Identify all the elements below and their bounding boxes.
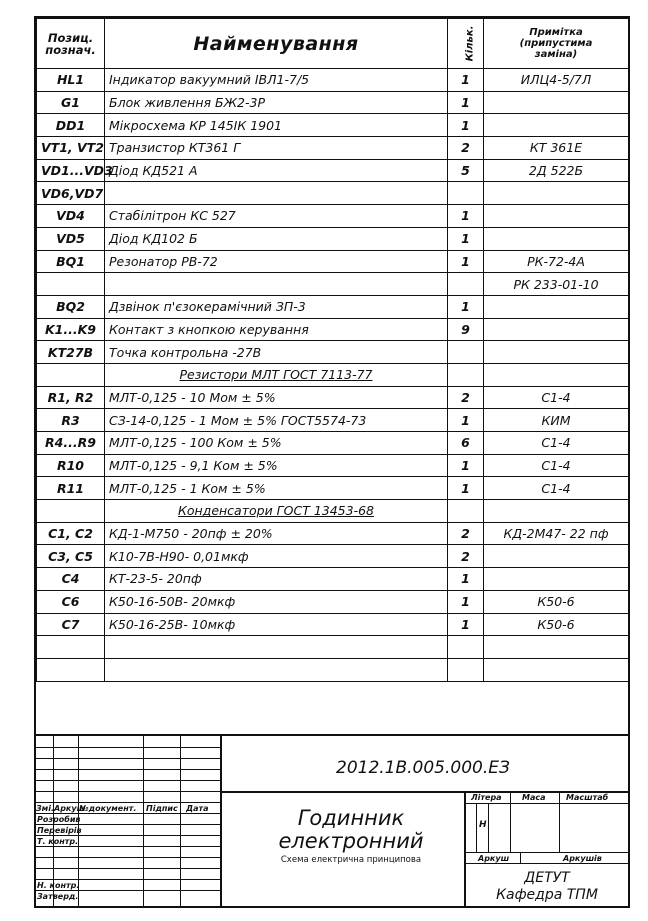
- row-note: [484, 91, 629, 114]
- document-type: Схема електрична принципова: [280, 855, 422, 865]
- row-position: VD6,VD7: [37, 182, 105, 205]
- row-quantity: 2: [448, 545, 484, 568]
- row-note: С1-4: [484, 386, 629, 409]
- product-name-line1: Годинник: [297, 806, 405, 830]
- role-checked: Перевірів: [37, 826, 82, 835]
- header-name: Найменування: [105, 19, 448, 69]
- table-row: [37, 590, 629, 613]
- row-quantity: 1: [448, 250, 484, 273]
- table-row: [37, 568, 629, 591]
- row-name: МЛТ-0,125 - 1 Ком ± 5%: [105, 477, 448, 500]
- organization-line1: ДЕТУТ: [524, 870, 570, 886]
- col-label-change: Змі.: [36, 804, 55, 813]
- row-note: [484, 545, 629, 568]
- row-name: К10-7В-Н90- 0,01мкф: [105, 545, 448, 568]
- table-row: [37, 658, 629, 681]
- row-position: VD1...VD3: [37, 159, 105, 182]
- table-row: [37, 409, 629, 432]
- row-quantity: 1: [448, 227, 484, 250]
- row-position: C7: [37, 613, 105, 636]
- role-developed: Розробив: [37, 815, 81, 824]
- row-note: [484, 636, 629, 659]
- title-block: [36, 734, 628, 908]
- row-position: C4: [37, 568, 105, 591]
- row-name: МЛТ-0,125 - 100 Ком ± 5%: [105, 432, 448, 455]
- row-name: Контакт з кнопкою керування: [105, 318, 448, 341]
- row-position: HL1: [37, 69, 105, 92]
- role-tech-control: Т. контр.: [37, 837, 79, 846]
- row-position: K1...K9: [37, 318, 105, 341]
- row-name: МЛТ-0,125 - 10 Мом ± 5%: [105, 386, 448, 409]
- header-note: Примітка (припустима заміна): [484, 19, 629, 69]
- table-row: [37, 227, 629, 250]
- table-row: [37, 318, 629, 341]
- row-quantity: 9: [448, 318, 484, 341]
- row-quantity: 1: [448, 295, 484, 318]
- table-header-row: [37, 19, 629, 69]
- row-quantity: [448, 636, 484, 659]
- row-name: [105, 273, 448, 296]
- row-name: [105, 658, 448, 681]
- row-position: BQ2: [37, 295, 105, 318]
- row-note: [484, 227, 629, 250]
- row-name: Транзистор КТ361 Г: [105, 137, 448, 160]
- row-note: КИМ: [484, 409, 629, 432]
- table-row: [37, 295, 629, 318]
- row-note: КТ 361Е: [484, 137, 629, 160]
- sheets-label: Аркушів: [563, 854, 602, 863]
- row-quantity: 1: [448, 568, 484, 591]
- row-position: G1: [37, 91, 105, 114]
- row-position: KT27B: [37, 341, 105, 364]
- row-quantity: 1: [448, 590, 484, 613]
- row-quantity: 2: [448, 137, 484, 160]
- row-name: Резонатор РВ-72: [105, 250, 448, 273]
- table-row: [37, 91, 629, 114]
- col-label-date: Дата: [186, 804, 209, 813]
- row-note: С1-4: [484, 454, 629, 477]
- table-row: [37, 613, 629, 636]
- scale-label: Масштаб: [566, 793, 609, 802]
- row-quantity: [448, 182, 484, 205]
- row-note: [484, 295, 629, 318]
- row-quantity: 2: [448, 386, 484, 409]
- document-code: 2012.1В.005.000.ЕЗ: [336, 758, 510, 778]
- row-name: Діод КД102 Б: [105, 227, 448, 250]
- table-row: [37, 69, 629, 92]
- row-position: R10: [37, 454, 105, 477]
- row-position: [37, 273, 105, 296]
- row-position: DD1: [37, 114, 105, 137]
- row-quantity: [448, 500, 484, 523]
- row-note: [484, 341, 629, 364]
- row-note: РК 233-01-10: [484, 273, 629, 296]
- row-position: R3: [37, 409, 105, 432]
- col-label-signature: Підпис: [146, 804, 178, 813]
- litera-value: Н: [479, 820, 487, 830]
- row-name: КД-1-М750 - 20пф ± 20%: [105, 522, 448, 545]
- row-quantity: 2: [448, 522, 484, 545]
- row-note: [484, 568, 629, 591]
- row-note: КД-2М47- 22 пф: [484, 522, 629, 545]
- row-position: [37, 500, 105, 523]
- row-name: Стабілітрон КС 527: [105, 205, 448, 228]
- row-name: Конденсатори ГОСТ 13453-68: [105, 500, 448, 523]
- row-note: К50-6: [484, 613, 629, 636]
- row-position: R11: [37, 477, 105, 500]
- row-quantity: 5: [448, 159, 484, 182]
- row-name: Точка контрольна -27В: [105, 341, 448, 364]
- product-name-line2: електронний: [278, 829, 424, 853]
- drawing-sheet: [34, 16, 630, 908]
- component-list-table: [36, 18, 629, 682]
- row-quantity: 1: [448, 114, 484, 137]
- table-row: [37, 273, 629, 296]
- col-label-sheet: Аркуш: [54, 804, 86, 813]
- row-note: [484, 658, 629, 681]
- row-name: Дзвінок п'єзокерамічний ЗП-3: [105, 295, 448, 318]
- organization-line2: Кафедра ТПМ: [496, 887, 598, 903]
- row-quantity: 6: [448, 432, 484, 455]
- table-row: [37, 636, 629, 659]
- row-name: Індикатор вакуумний ІВЛ1-7/5: [105, 69, 448, 92]
- row-name: Діод КД521 А: [105, 159, 448, 182]
- row-position: R4...R9: [37, 432, 105, 455]
- row-note: [484, 500, 629, 523]
- row-quantity: 1: [448, 69, 484, 92]
- row-note: [484, 205, 629, 228]
- row-name: К50-16-50В- 20мкф: [105, 590, 448, 613]
- row-position: BQ1: [37, 250, 105, 273]
- role-approved: Затверд.: [37, 892, 79, 901]
- row-name: Резистори МЛТ ГОСТ 7113-77: [105, 363, 448, 386]
- row-name: [105, 636, 448, 659]
- litera-label: Літера: [471, 793, 502, 802]
- row-note: ИЛЦ4-5/7Л: [484, 69, 629, 92]
- table-row: [37, 500, 629, 523]
- table-row: [37, 137, 629, 160]
- table-row: [37, 454, 629, 477]
- table-row: [37, 341, 629, 364]
- header-position: Позиц. познач.: [37, 19, 105, 69]
- table-row: [37, 159, 629, 182]
- row-quantity: [448, 658, 484, 681]
- row-quantity: 1: [448, 91, 484, 114]
- row-position: [37, 636, 105, 659]
- row-quantity: [448, 273, 484, 296]
- row-quantity: 1: [448, 613, 484, 636]
- table-row: [37, 205, 629, 228]
- table-row: [37, 250, 629, 273]
- table-row: [37, 386, 629, 409]
- row-quantity: 1: [448, 409, 484, 432]
- table-row: [37, 363, 629, 386]
- row-position: VD5: [37, 227, 105, 250]
- row-note: [484, 182, 629, 205]
- row-name: МЛТ-0,125 - 9,1 Ком ± 5%: [105, 454, 448, 477]
- row-name: Блок живлення БЖ2-3Р: [105, 91, 448, 114]
- row-note: [484, 114, 629, 137]
- row-note: РК-72-4А: [484, 250, 629, 273]
- row-quantity: 1: [448, 454, 484, 477]
- row-name: Мікросхема КР 145ІК 1901: [105, 114, 448, 137]
- row-position: [37, 658, 105, 681]
- row-position: C1, C2: [37, 522, 105, 545]
- header-quantity: Кільк.: [448, 19, 484, 69]
- row-position: [37, 363, 105, 386]
- row-position: C6: [37, 590, 105, 613]
- table-row: [37, 432, 629, 455]
- row-note: [484, 363, 629, 386]
- row-note: [484, 318, 629, 341]
- row-name: КТ-23-5- 20пф: [105, 568, 448, 591]
- row-name: СЗ-14-0,125 - 1 Мом ± 5% ГОСТ5574-73: [105, 409, 448, 432]
- row-note: С1-4: [484, 432, 629, 455]
- col-label-docnum: №документ.: [79, 804, 137, 813]
- sheet-label: Аркуш: [478, 854, 510, 863]
- row-name: К50-16-25В- 10мкф: [105, 613, 448, 636]
- mass-label: Маса: [522, 793, 546, 802]
- row-note: 2Д 522Б: [484, 159, 629, 182]
- table-row: [37, 114, 629, 137]
- row-note: К50-6: [484, 590, 629, 613]
- row-name: [105, 182, 448, 205]
- row-quantity: 1: [448, 477, 484, 500]
- table-row: [37, 545, 629, 568]
- row-position: C3, C5: [37, 545, 105, 568]
- row-quantity: [448, 363, 484, 386]
- row-quantity: [448, 341, 484, 364]
- row-position: VT1, VT2: [37, 137, 105, 160]
- row-position: VD4: [37, 205, 105, 228]
- row-position: R1, R2: [37, 386, 105, 409]
- row-quantity: 1: [448, 205, 484, 228]
- table-row: [37, 522, 629, 545]
- role-norm-control: Н. контр.: [37, 881, 80, 890]
- table-row: [37, 477, 629, 500]
- table-row: [37, 182, 629, 205]
- row-note: С1-4: [484, 477, 629, 500]
